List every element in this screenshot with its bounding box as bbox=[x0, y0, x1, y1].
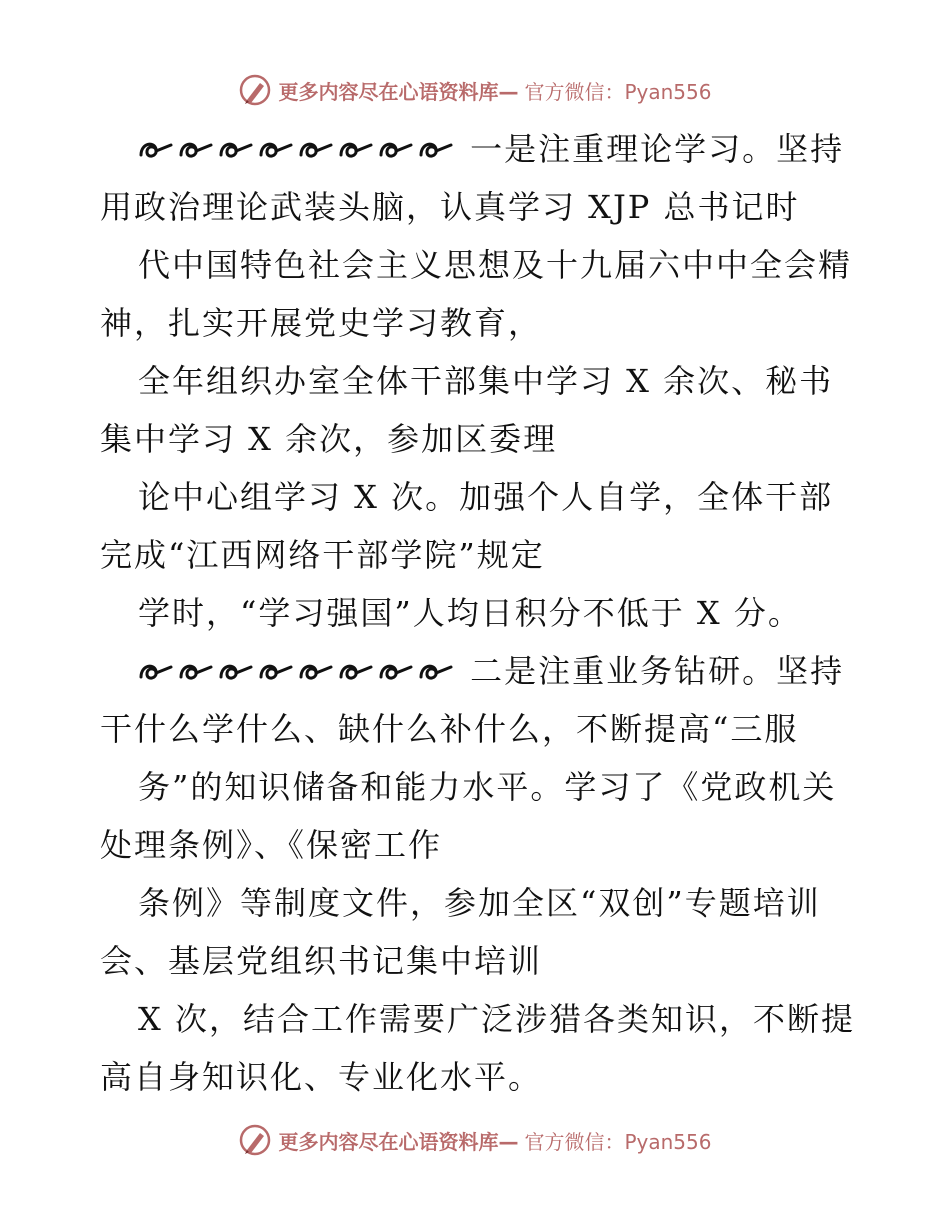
text-line: 代中国特色社会主义思想及十九届六中中全会精 bbox=[138, 246, 853, 284]
ornament-icon bbox=[218, 137, 254, 163]
text-line: 条例》等制度文件，参加全区“双创”专题培训 bbox=[138, 884, 821, 922]
text-line: 用政治理论武装头脑，认真学习 XJP 总书记时 bbox=[100, 188, 800, 226]
ornament-icon bbox=[138, 137, 174, 163]
ornament-row bbox=[138, 652, 470, 690]
pen-logo-icon bbox=[238, 1123, 272, 1157]
text-line: 处理条例》、《保密工作 bbox=[100, 826, 443, 864]
ornament-row bbox=[138, 130, 470, 168]
header-brand-text: 更多内容尽在心语资料库— bbox=[278, 79, 519, 104]
text-line: 学时，“学习强国”人均日积分不低于 X 分。 bbox=[138, 594, 802, 632]
footer-brand-text: 更多内容尽在心语资料库— bbox=[278, 1129, 519, 1154]
text-line: 神，扎实开展党史学习教育， bbox=[100, 304, 543, 342]
ornament-icon bbox=[418, 659, 454, 685]
ornament-icon bbox=[218, 659, 254, 685]
ornament-icon bbox=[338, 137, 374, 163]
footer-wechat-text: 官方微信：Pyan556 bbox=[524, 1129, 712, 1154]
paragraph-2-line-1 bbox=[138, 642, 844, 700]
text-line: 集中学习 X 余次，参加区委理 bbox=[100, 420, 558, 458]
ornament-icon bbox=[258, 137, 294, 163]
text-line: 二是注重业务钻研。坚持 bbox=[470, 652, 845, 690]
text-line: 务”的知识储备和能力水平。学习了《党政机关 bbox=[138, 768, 837, 806]
text-line: 全年组织办室全体干部集中学习 X 余次、秘书 bbox=[138, 362, 834, 400]
header-banner bbox=[0, 70, 950, 110]
ornament-icon bbox=[258, 659, 294, 685]
ornament-icon bbox=[378, 659, 414, 685]
ornament-icon bbox=[338, 659, 374, 685]
pen-logo-icon bbox=[238, 73, 272, 107]
text-line: 会、基层党组织书记集中培训 bbox=[100, 942, 543, 980]
text-line: 一是注重理论学习。坚持 bbox=[470, 130, 845, 168]
ornament-icon bbox=[418, 137, 454, 163]
header-wechat-text: 官方微信：Pyan556 bbox=[524, 79, 712, 104]
ornament-icon bbox=[378, 137, 414, 163]
footer-banner bbox=[0, 1120, 950, 1160]
ornament-icon bbox=[178, 137, 214, 163]
ornament-icon bbox=[138, 659, 174, 685]
text-line: X 次，结合工作需要广泛涉猎各类知识，不断提 bbox=[138, 1000, 855, 1038]
paragraph-1-line-1 bbox=[138, 120, 844, 178]
text-line: 完成“江西网络干部学院”规定 bbox=[100, 536, 545, 574]
text-line: 论中心组学习 X 次。加强个人自学，全体干部 bbox=[138, 478, 834, 516]
text-line: 高自身知识化、专业化水平。 bbox=[100, 1058, 543, 1096]
ornament-icon bbox=[178, 659, 214, 685]
ornament-icon bbox=[298, 659, 334, 685]
text-line: 干什么学什么、缺什么补什么，不断提高“三服 bbox=[100, 710, 799, 748]
ornament-icon bbox=[298, 137, 334, 163]
